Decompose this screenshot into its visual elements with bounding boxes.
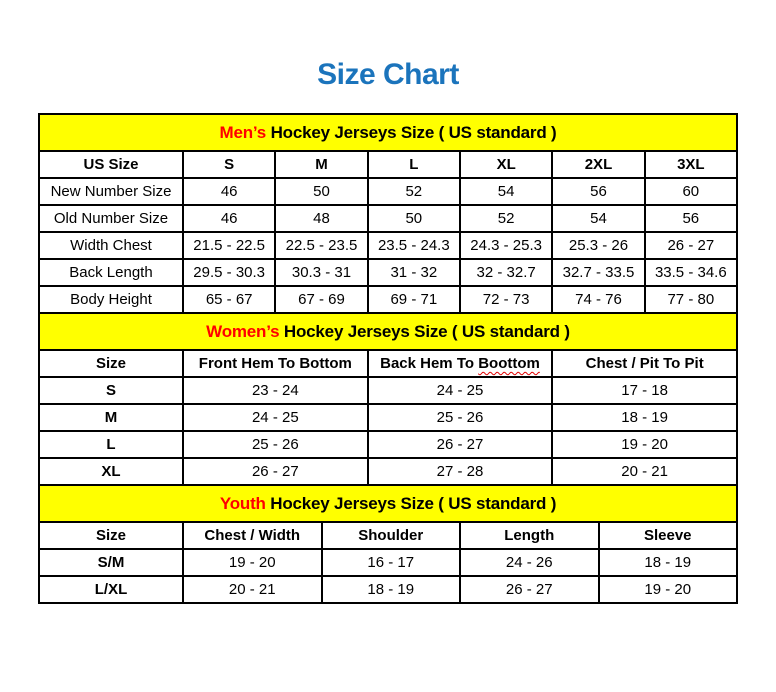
cell: 56 (552, 178, 644, 205)
row-label: L (39, 431, 183, 458)
cell: 46 (183, 178, 275, 205)
youth-banner-highlight: Youth (219, 493, 266, 513)
womens-header-row (39, 350, 737, 377)
womens-col-header-prefix: Back Hem To (380, 355, 479, 372)
cell: 48 (275, 205, 367, 232)
mens-header-row (39, 151, 737, 178)
cell: 54 (460, 178, 552, 205)
cell: 69 - 71 (368, 286, 460, 313)
size-chart (38, 113, 738, 604)
row-label: Old Number Size (39, 205, 183, 232)
row-label: XL (39, 458, 183, 485)
cell: 33.5 - 34.6 (645, 259, 737, 286)
cell: 20 - 21 (183, 576, 322, 603)
youth-col-header: Sleeve (599, 522, 738, 549)
youth-col-header: Shoulder (322, 522, 461, 549)
cell: 18 - 19 (322, 576, 461, 603)
cell: 20 - 21 (552, 458, 737, 485)
row-label: S (39, 377, 183, 404)
cell: 23 - 24 (183, 377, 368, 404)
table-row (39, 205, 737, 232)
table-row (39, 178, 737, 205)
youth-banner-row (39, 485, 737, 522)
page-title: Size Chart (317, 58, 459, 91)
cell: 24 - 25 (368, 377, 553, 404)
cell: 26 - 27 (183, 458, 368, 485)
cell: 23.5 - 24.3 (368, 232, 460, 259)
cell: 25.3 - 26 (552, 232, 644, 259)
cell: 50 (275, 178, 367, 205)
cell: 24 - 25 (183, 404, 368, 431)
youth-col-header: Size (39, 522, 183, 549)
cell: 18 - 19 (552, 404, 737, 431)
mens-section-header (39, 114, 737, 151)
row-label: M (39, 404, 183, 431)
cell: 67 - 69 (275, 286, 367, 313)
mens-col-header: L (368, 151, 460, 178)
cell: 52 (460, 205, 552, 232)
table-row (39, 458, 737, 485)
cell: 54 (552, 205, 644, 232)
table-row (39, 259, 737, 286)
table-row (39, 549, 737, 576)
row-label: New Number Size (39, 178, 183, 205)
cell: 19 - 20 (552, 431, 737, 458)
womens-section-header (39, 313, 737, 350)
table-row (39, 232, 737, 259)
mens-banner-row (39, 114, 737, 151)
row-label: Body Height (39, 286, 183, 313)
row-label: L/XL (39, 576, 183, 603)
cell: 21.5 - 22.5 (183, 232, 275, 259)
womens-col-header: Size (39, 350, 183, 377)
table-row (39, 286, 737, 313)
cell: 32 - 32.7 (460, 259, 552, 286)
mens-col-header: US Size (39, 151, 183, 178)
cell: 24.3 - 25.3 (460, 232, 552, 259)
cell: 19 - 20 (599, 576, 738, 603)
cell: 77 - 80 (645, 286, 737, 313)
table-row (39, 377, 737, 404)
youth-col-header: Length (460, 522, 599, 549)
cell: 27 - 28 (368, 458, 553, 485)
cell: 26 - 27 (460, 576, 599, 603)
youth-size-table (38, 484, 738, 604)
womens-banner-row (39, 313, 737, 350)
cell: 31 - 32 (368, 259, 460, 286)
cell: 26 - 27 (645, 232, 737, 259)
womens-col-header: Front Hem To Bottom (183, 350, 368, 377)
cell: 60 (645, 178, 737, 205)
cell: 25 - 26 (368, 404, 553, 431)
row-label: Width Chest (39, 232, 183, 259)
womens-banner-text: Hockey Jerseys Size ( US standard ) (279, 321, 570, 341)
cell: 30.3 - 31 (275, 259, 367, 286)
cell: 25 - 26 (183, 431, 368, 458)
table-row (39, 576, 737, 603)
table-row (39, 431, 737, 458)
misspelled-word: Boottom (478, 355, 540, 372)
cell: 52 (368, 178, 460, 205)
mens-col-header: M (275, 151, 367, 178)
youth-section-header (39, 485, 737, 522)
cell: 18 - 19 (599, 549, 738, 576)
cell: 56 (645, 205, 737, 232)
cell: 29.5 - 30.3 (183, 259, 275, 286)
cell: 74 - 76 (552, 286, 644, 313)
cell: 46 (183, 205, 275, 232)
mens-banner-highlight: Men’s (219, 122, 267, 142)
cell: 72 - 73 (460, 286, 552, 313)
cell: 22.5 - 23.5 (275, 232, 367, 259)
cell: 19 - 20 (183, 549, 322, 576)
row-label: S/M (39, 549, 183, 576)
womens-size-table (38, 312, 738, 486)
cell: 16 - 17 (322, 549, 461, 576)
womens-col-header: Chest / Pit To Pit (552, 350, 737, 377)
womens-col-header (368, 350, 553, 377)
table-row (39, 404, 737, 431)
mens-col-header: 3XL (645, 151, 737, 178)
mens-size-table (38, 113, 738, 314)
youth-col-header: Chest / Width (183, 522, 322, 549)
cell: 17 - 18 (552, 377, 737, 404)
row-label: Back Length (39, 259, 183, 286)
mens-col-header: 2XL (552, 151, 644, 178)
mens-col-header: XL (460, 151, 552, 178)
womens-banner-highlight: Women’s (206, 321, 280, 341)
youth-banner-text: Hockey Jerseys Size ( US standard ) (265, 493, 557, 513)
cell: 50 (368, 205, 460, 232)
cell: 65 - 67 (183, 286, 275, 313)
cell: 24 - 26 (460, 549, 599, 576)
mens-banner-text: Hockey Jerseys Size ( US standard ) (266, 122, 557, 142)
youth-header-row (39, 522, 737, 549)
mens-col-header: S (183, 151, 275, 178)
cell: 32.7 - 33.5 (552, 259, 644, 286)
cell: 26 - 27 (368, 431, 553, 458)
